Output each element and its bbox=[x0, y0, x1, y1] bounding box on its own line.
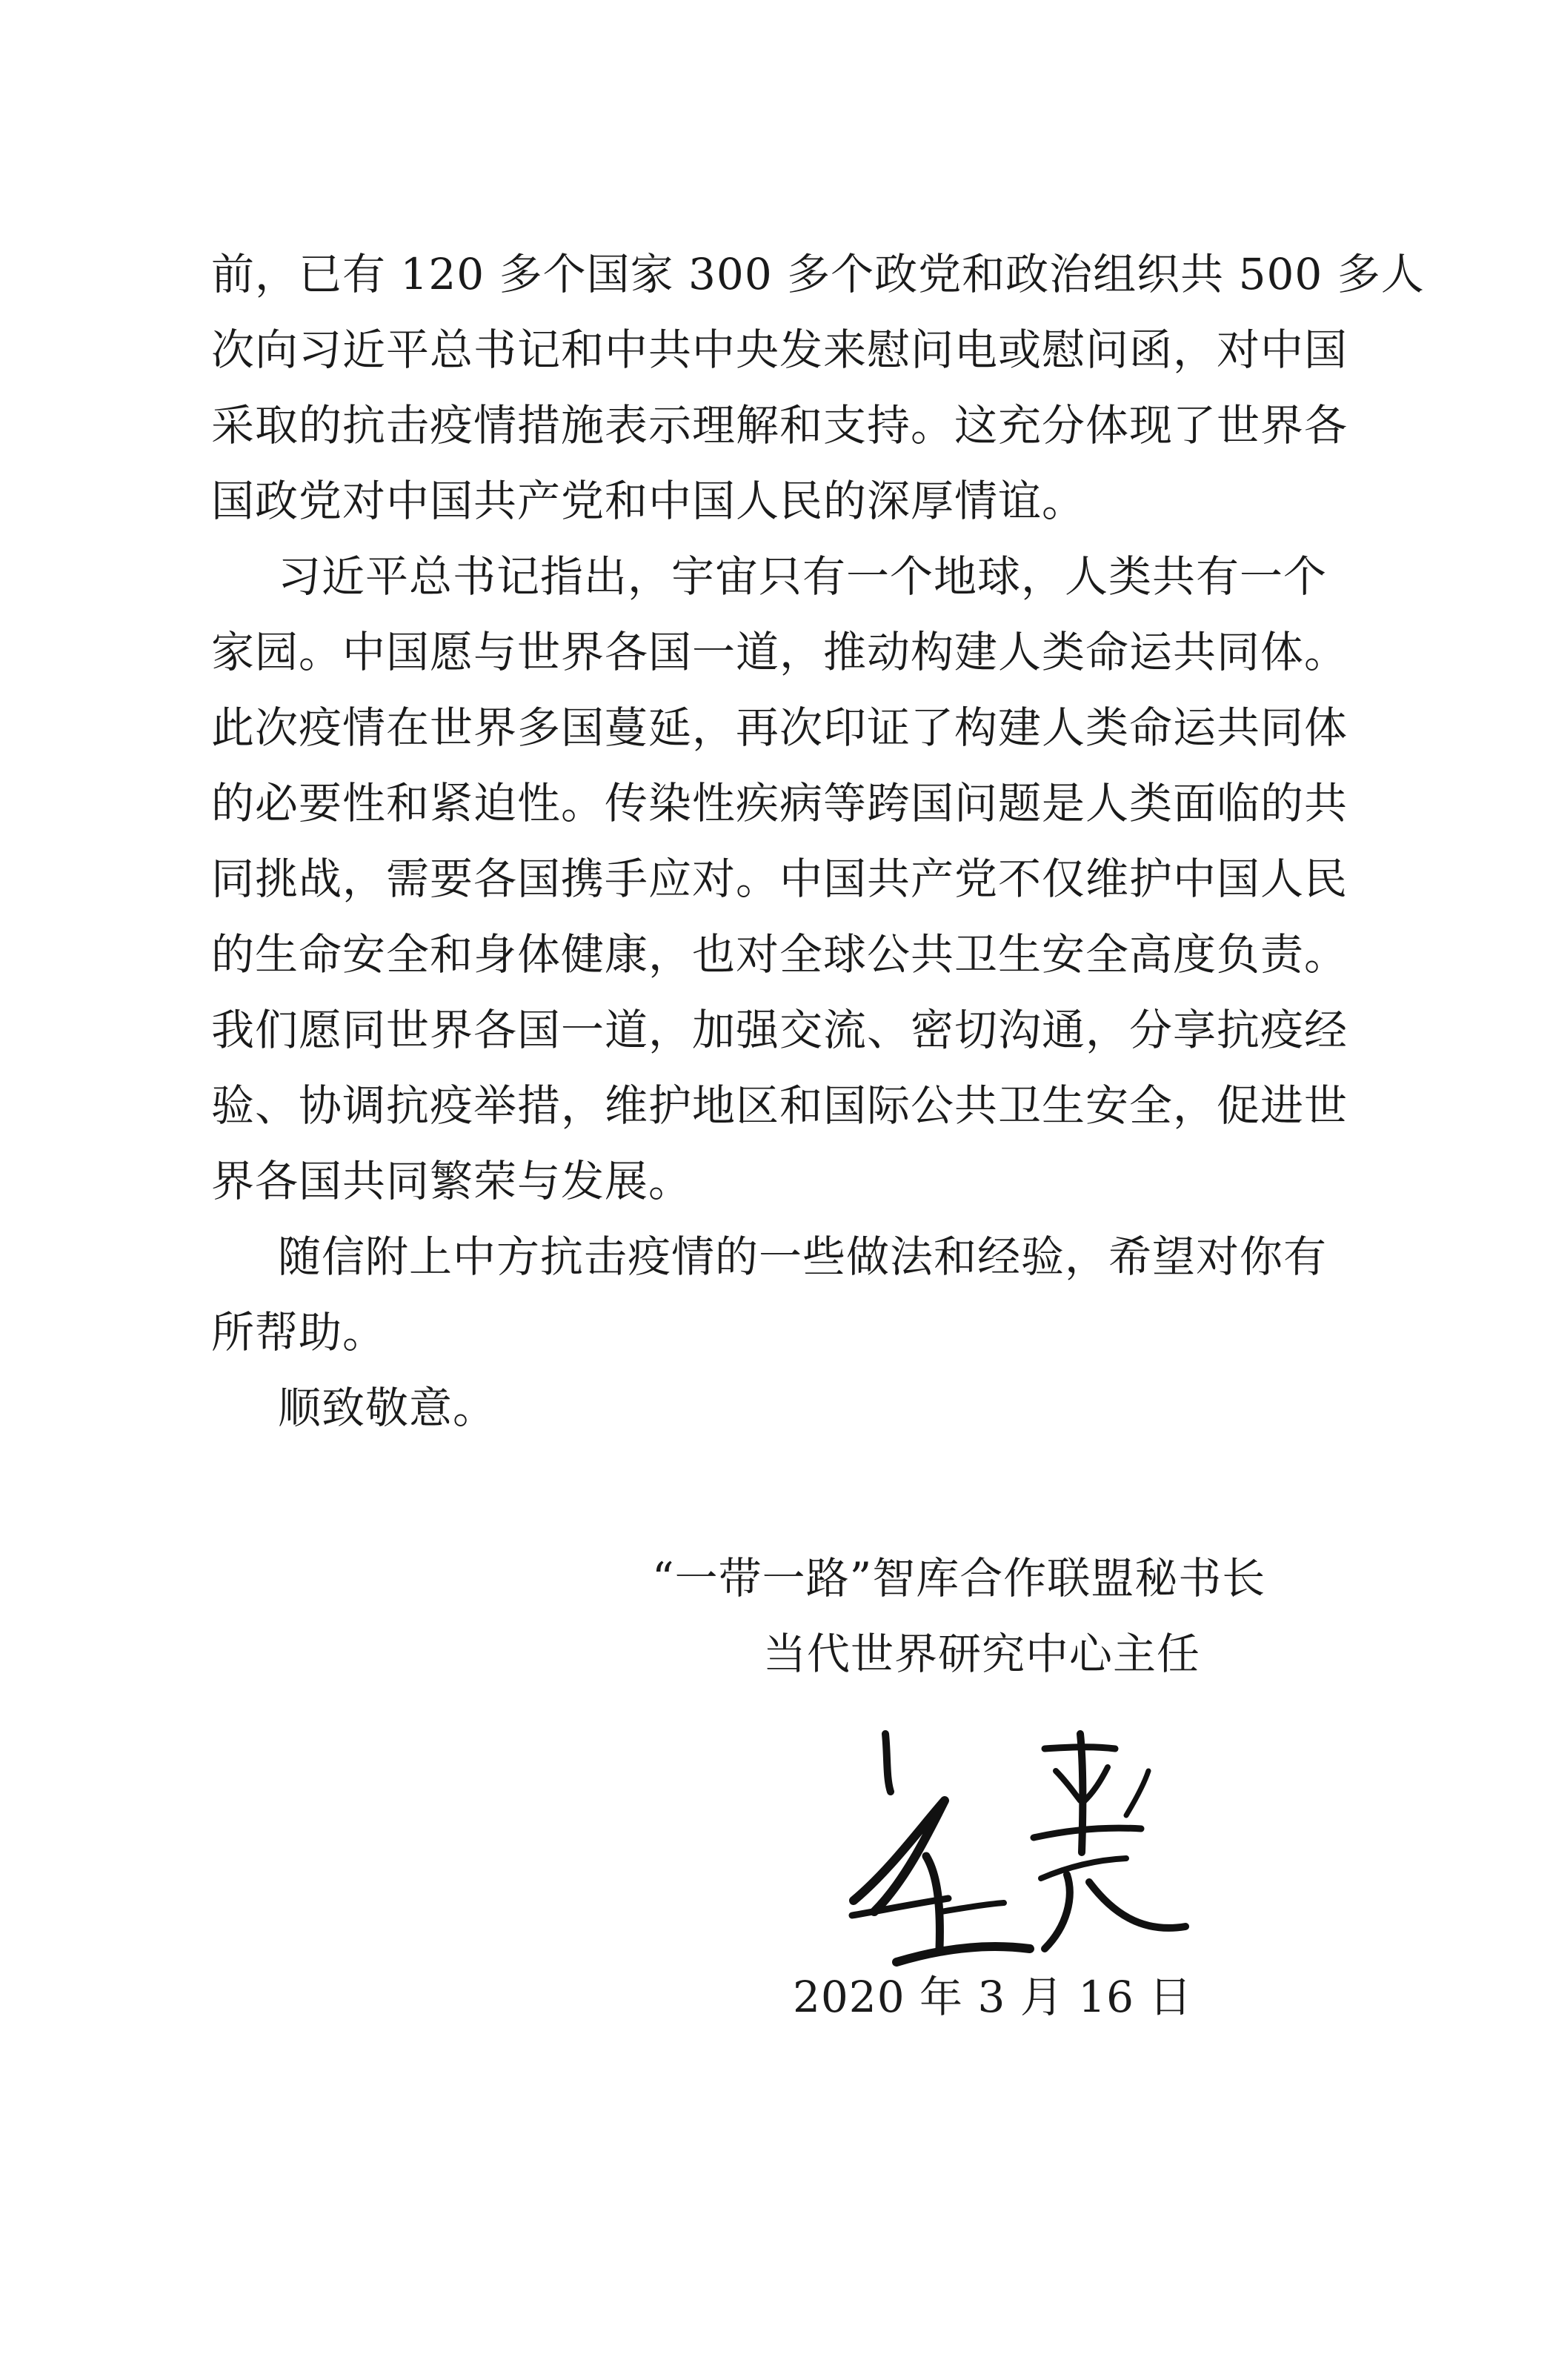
body-line-2: 次向习近平总书记和中共中央发来慰问电或慰问函，对中国 bbox=[211, 325, 1348, 375]
body-line-8: 的必要性和紧迫性。传染性疾病等跨国问题是人类面临的共 bbox=[211, 778, 1348, 828]
body-line-5: 习近平总书记指出，宇宙只有一个地球，人类共有一个 bbox=[278, 551, 1328, 602]
signatory-title: “一带一路”智库合作联盟秘书长 bbox=[652, 1553, 1266, 1603]
body-line-9: 同挑战，需要各国携手应对。中国共产党不仅维护中国人民 bbox=[211, 854, 1348, 904]
body-line-12: 验、协调抗疫举措，维护地区和国际公共卫生安全，促进世 bbox=[211, 1080, 1348, 1131]
body-line-4: 国政党对中国共产党和中国人民的深厚情谊。 bbox=[211, 476, 1086, 526]
signatory-org: 当代世界研究中心主任 bbox=[763, 1629, 1201, 1679]
letter-date: 2020 年 3 月 16 日 bbox=[793, 1972, 1193, 2022]
body-line-10: 的生命安全和身体健康，也对全球公共卫生安全高度负责。 bbox=[211, 929, 1348, 980]
body-line-13: 界各国共同繁荣与发展。 bbox=[211, 1156, 693, 1206]
body-line-7: 此次疫情在世界多国蔓延，再次印证了构建人类命运共同体 bbox=[211, 702, 1348, 753]
closing-line: 顺致敬意。 bbox=[278, 1383, 497, 1433]
body-line-1: 前，已有 120 多个国家 300 多个政党和政治组织共 500 多人 bbox=[211, 249, 1425, 299]
body-line-14: 随信附上中方抗击疫情的一些做法和经验，希望对你有 bbox=[278, 1231, 1328, 1282]
body-line-3: 采取的抗击疫情措施表示理解和支持。这充分体现了世界各 bbox=[211, 400, 1348, 451]
handwritten-signature bbox=[845, 1726, 1200, 2008]
body-line-15: 所帮助。 bbox=[211, 1307, 387, 1357]
body-line-6: 家园。中国愿与世界各国一道，推动构建人类命运共同体。 bbox=[211, 627, 1348, 677]
body-line-11: 我们愿同世界各国一道，加强交流、密切沟通，分享抗疫经 bbox=[211, 1005, 1348, 1055]
